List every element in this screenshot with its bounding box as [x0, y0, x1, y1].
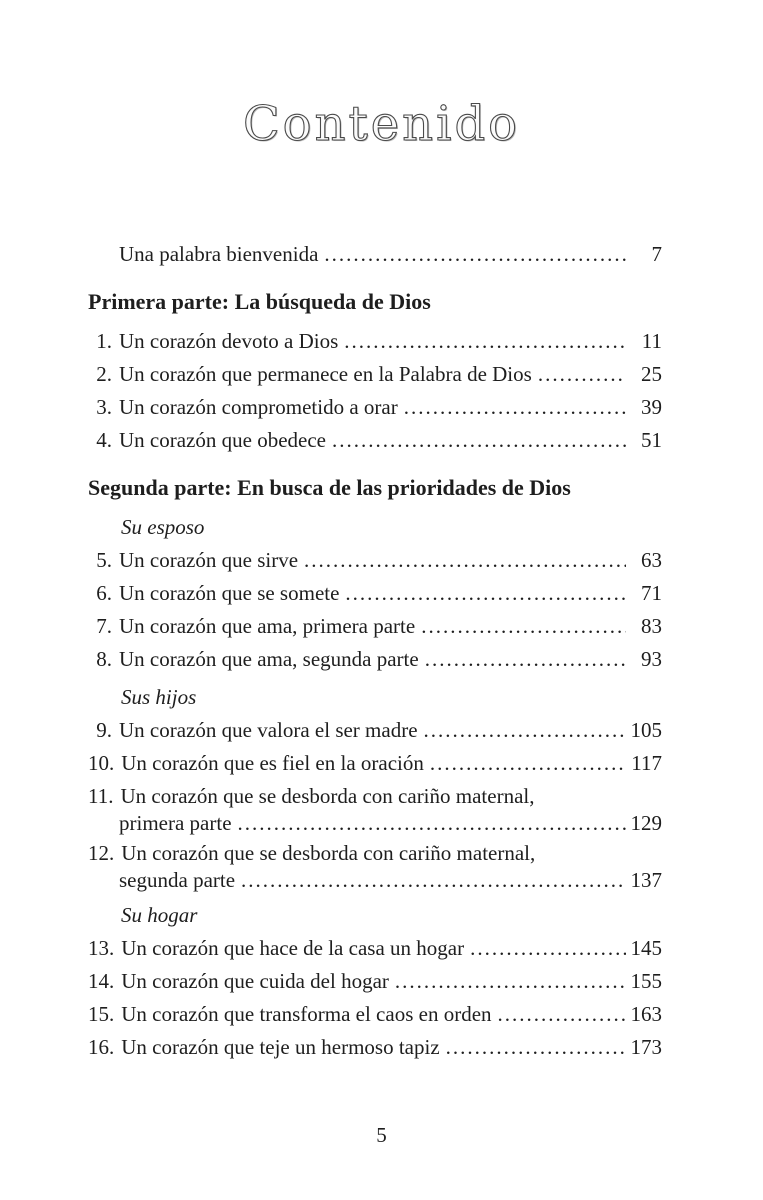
- toc-entry-line2: [88, 867, 662, 894]
- toc-entry: [88, 932, 662, 965]
- entry-label: Un corazón que transforma el caos en orden: [121, 1002, 492, 1026]
- entry-number: 16.: [88, 1035, 115, 1059]
- dot-leader: [324, 238, 626, 271]
- entry-label: Un corazón que hace de la casa un hogar: [121, 936, 465, 960]
- entry-label: Un corazón que ama, segunda parte: [119, 647, 419, 671]
- entry-number: 6.: [96, 581, 112, 605]
- dot-leader: [238, 810, 626, 837]
- entry-page-number: 83: [641, 614, 662, 638]
- dot-leader: [404, 391, 626, 424]
- entry-number: 13.: [88, 936, 115, 960]
- toc-entry: [88, 391, 662, 424]
- toc-entry: [88, 325, 662, 358]
- entry-page-number: 11: [641, 329, 662, 353]
- toc-entry: [88, 998, 662, 1031]
- dot-leader: [424, 714, 626, 747]
- entry-page-number: 145: [630, 936, 662, 960]
- entry-page-number: 163: [630, 1002, 662, 1026]
- toc-entry-multiline: [88, 783, 662, 837]
- entry-page-number: 51: [641, 428, 662, 452]
- toc-entry: [88, 610, 662, 643]
- entry-number: 10.: [88, 751, 115, 775]
- entry-label: Un corazón devoto a Dios: [119, 329, 339, 353]
- dot-leader: [470, 932, 626, 965]
- toc-entry: [88, 747, 662, 780]
- entry-label: Un corazón que ama, primera parte: [119, 614, 416, 638]
- toc-entry: [88, 424, 662, 457]
- entry-number: 7.: [96, 614, 112, 638]
- entry-number: 2.: [96, 362, 112, 386]
- entry-page-number: 7: [651, 242, 662, 266]
- entry-page-number: 71: [641, 581, 662, 605]
- dot-leader: [538, 358, 626, 391]
- subsection-heading: Su hogar: [121, 903, 198, 927]
- entry-label: Un corazón que obedece: [119, 428, 326, 452]
- subsection-heading: Su esposo: [121, 515, 205, 539]
- entry-number: 14.: [88, 969, 115, 993]
- entry-label: Un corazón que se somete: [119, 581, 340, 605]
- entry-number: 12.: [88, 841, 115, 865]
- entry-page-number: 117: [631, 751, 662, 775]
- dot-leader: [425, 643, 626, 676]
- folio-page-number: 5: [376, 1123, 387, 1147]
- toc-entry-line1: [88, 840, 662, 867]
- entry-label: Un corazón que se desborda con cariño maternal,: [121, 841, 536, 865]
- entry-label: Un corazón comprometido a orar: [119, 395, 398, 419]
- entry-number: 8.: [96, 647, 112, 671]
- page-title: Contenido: [242, 96, 521, 152]
- entry-label: Un corazón que cuida del hogar: [121, 969, 389, 993]
- dot-leader: [446, 1031, 626, 1064]
- entry-label: Un corazón que teje un hermoso tapiz: [121, 1035, 440, 1059]
- entry-number: 3.: [96, 395, 112, 419]
- entry-page-number: 105: [630, 718, 662, 742]
- toc-entry-multiline: [88, 840, 662, 894]
- part-heading: Primera parte: La búsqueda de Dios: [88, 289, 431, 314]
- toc-entry-line2: [88, 810, 662, 837]
- dot-leader: [304, 544, 626, 577]
- dot-leader: [430, 747, 626, 780]
- toc-entry: [88, 1031, 662, 1064]
- dot-leader: [498, 998, 626, 1031]
- entry-page-number: 39: [641, 395, 662, 419]
- entry-page-number: 137: [630, 868, 662, 892]
- entry-number: 4.: [96, 428, 112, 452]
- toc-entry: [88, 714, 662, 747]
- toc-entry: [88, 358, 662, 391]
- part-heading: Segunda parte: En busca de las prioridades de Dios: [88, 475, 571, 500]
- dot-leader: [421, 610, 626, 643]
- entry-page-number: 129: [630, 811, 662, 835]
- entry-number: 11.: [88, 784, 114, 808]
- table-of-contents: [88, 238, 662, 1064]
- entry-label: Un corazón que valora el ser madre: [119, 718, 418, 742]
- entry-number: 5.: [96, 548, 112, 572]
- entry-label-continuation: primera parte: [119, 811, 232, 835]
- entry-number: 15.: [88, 1002, 115, 1026]
- entry-label-continuation: segunda parte: [119, 868, 236, 892]
- entry-label: Una palabra bienvenida: [119, 242, 319, 266]
- entry-label: Un corazón que permanece en la Palabra de Dios: [119, 362, 532, 386]
- dot-leader: [344, 325, 626, 358]
- entry-page-number: 93: [641, 647, 662, 671]
- subsection-heading: Sus hijos: [121, 685, 197, 709]
- dot-leader: [332, 424, 626, 457]
- entry-label: Un corazón que se desborda con cariño maternal,: [120, 784, 535, 808]
- dot-leader: [241, 867, 626, 894]
- entry-page-number: 63: [641, 548, 662, 572]
- toc-entry: [88, 965, 662, 998]
- entry-page-number: 173: [630, 1035, 662, 1059]
- entry-label: Un corazón que sirve: [119, 548, 299, 572]
- entry-page-number: 155: [630, 969, 662, 993]
- toc-entry-line1: [88, 783, 662, 810]
- toc-entry: [88, 577, 662, 610]
- dot-leader: [395, 965, 626, 998]
- entry-label: Un corazón que es fiel en la oración: [121, 751, 424, 775]
- dot-leader: [345, 577, 626, 610]
- entry-page-number: 25: [641, 362, 662, 386]
- entry-number: 9.: [96, 718, 112, 742]
- toc-entry: [88, 238, 662, 271]
- toc-entry: [88, 544, 662, 577]
- entry-number: 1.: [96, 329, 112, 353]
- toc-entry: [88, 643, 662, 676]
